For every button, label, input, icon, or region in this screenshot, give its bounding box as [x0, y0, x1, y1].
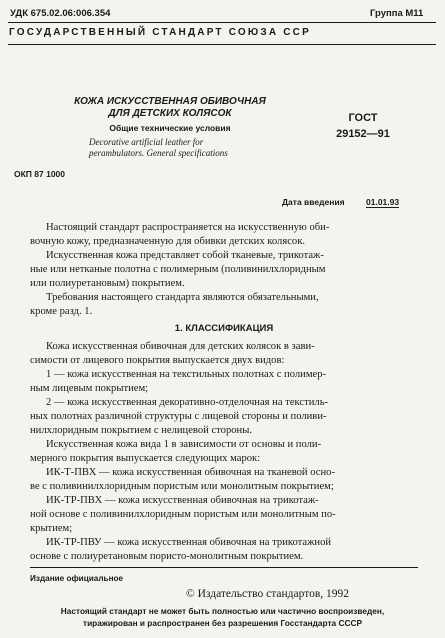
header-rule-bottom	[8, 44, 436, 45]
text-line: основе с полиуретановым пористо-монолитным покрытием.	[30, 551, 304, 563]
text-line: Искусственная кожа представляет собой тканевые, трикотаж-	[46, 250, 324, 261]
english-title-line-1: Decorative artificial leather for	[89, 137, 204, 147]
group-code: Группа М11	[370, 8, 424, 19]
text-line: ные или нетканые полотна с полимерным (поливинилхлоридным	[30, 264, 326, 276]
section-paragraph-3	[30, 396, 418, 439]
text-line: или полиуретановым) покрытием.	[30, 278, 185, 290]
text-line: вочную кожу, предназначенную для обивки детских колясок.	[30, 236, 306, 248]
text-line: 2 — кожа искусственная декоративно-отделочная на текстиль-	[46, 397, 329, 408]
text-line: Искусственная кожа вида 1 в зависимости от основы и поли-	[46, 439, 322, 450]
text-line: 1 — кожа искусственная на текстильных полотнах с полимер-	[46, 369, 327, 380]
reproduction-notice-line-1: Настоящий стандарт не может быть полностью или частично воспроизведен,	[60, 606, 385, 616]
gost-number: 29152—91	[336, 128, 390, 140]
intro-paragraph-2	[30, 249, 418, 292]
subtitle: Общие технические условия	[109, 123, 231, 133]
text-line: кроме разд. 1.	[30, 306, 93, 318]
footer-rule	[30, 567, 418, 568]
text-line: ной основе с поливинилхлоридным пористым или монолитным по-	[30, 509, 336, 521]
text-line: ных полотнах различной структуры с лицевой стороны и поливи-	[30, 411, 327, 423]
title-line-2: ДЛЯ ДЕТСКИХ КОЛЯСОК	[108, 108, 232, 119]
section-paragraph-5	[30, 466, 418, 494]
intro-paragraph-1	[30, 221, 418, 249]
official-edition-note: Издание официальное	[30, 574, 124, 583]
date-value: 01.01.93	[366, 197, 400, 207]
reproduction-notice-line-2: тиражирован и распространен без разрешения Госстандарта СССР	[83, 618, 362, 628]
text-line: ИК-ТР-ПВУ — кожа искусственная обивочная на трикотажной	[46, 537, 332, 548]
text-line: ве с поливинилхлоридным пористым или монолитным покрытием;	[30, 481, 334, 493]
text-line: мерного покрытия выпускается следующих марок:	[30, 453, 261, 465]
section-paragraph-6	[30, 494, 418, 537]
text-line: крытием;	[30, 523, 73, 535]
section-paragraph-7	[30, 536, 418, 564]
section-paragraph-1	[30, 340, 418, 368]
text-line: симости от лицевого покрытия выпускается двух видов:	[30, 355, 285, 367]
text-line: ным лицевым покрытием;	[30, 383, 149, 395]
text-line: ИК-ТР-ПВХ — кожа искусственная обивочная на трикотаж-	[46, 495, 319, 506]
section-paragraph-4	[30, 438, 418, 466]
copyright-line: © Издательство стандартов, 1992	[186, 588, 350, 600]
okp-code: ОКП 87 1000	[14, 169, 65, 179]
text-line: ИК-Т-ПВХ — кожа искусственная обивочная на тканевой осно-	[46, 467, 335, 478]
udk-code: УДК 675.02.06:006.354	[10, 8, 111, 19]
date-label: Дата введения	[282, 197, 345, 207]
intro-paragraph-3	[30, 291, 418, 319]
section-paragraph-2	[30, 368, 418, 396]
title-line-1: КОЖА ИСКУССТВЕННАЯ ОБИВОЧНАЯ	[74, 96, 266, 107]
english-title-line-2: perambulators. General specifications	[89, 148, 228, 158]
text-line: Настоящий стандарт распространяется на искусственную оби-	[46, 222, 330, 233]
gost-label: ГОСТ	[348, 112, 378, 124]
section-heading: 1. КЛАССИФИКАЦИЯ	[174, 323, 274, 334]
text-line: Кожа искусственная обивочная для детских колясок в зави-	[46, 341, 315, 352]
header-rule-top	[8, 22, 436, 23]
text-line: Требования настоящего стандарта являются обязательными,	[46, 292, 319, 303]
standard-banner: ГОСУДАРСТВЕННЫЙ СТАНДАРТ СОЮЗА ССР	[9, 27, 311, 38]
text-line: нилхлоридным покрытием с нелицевой стороны.	[30, 425, 252, 437]
